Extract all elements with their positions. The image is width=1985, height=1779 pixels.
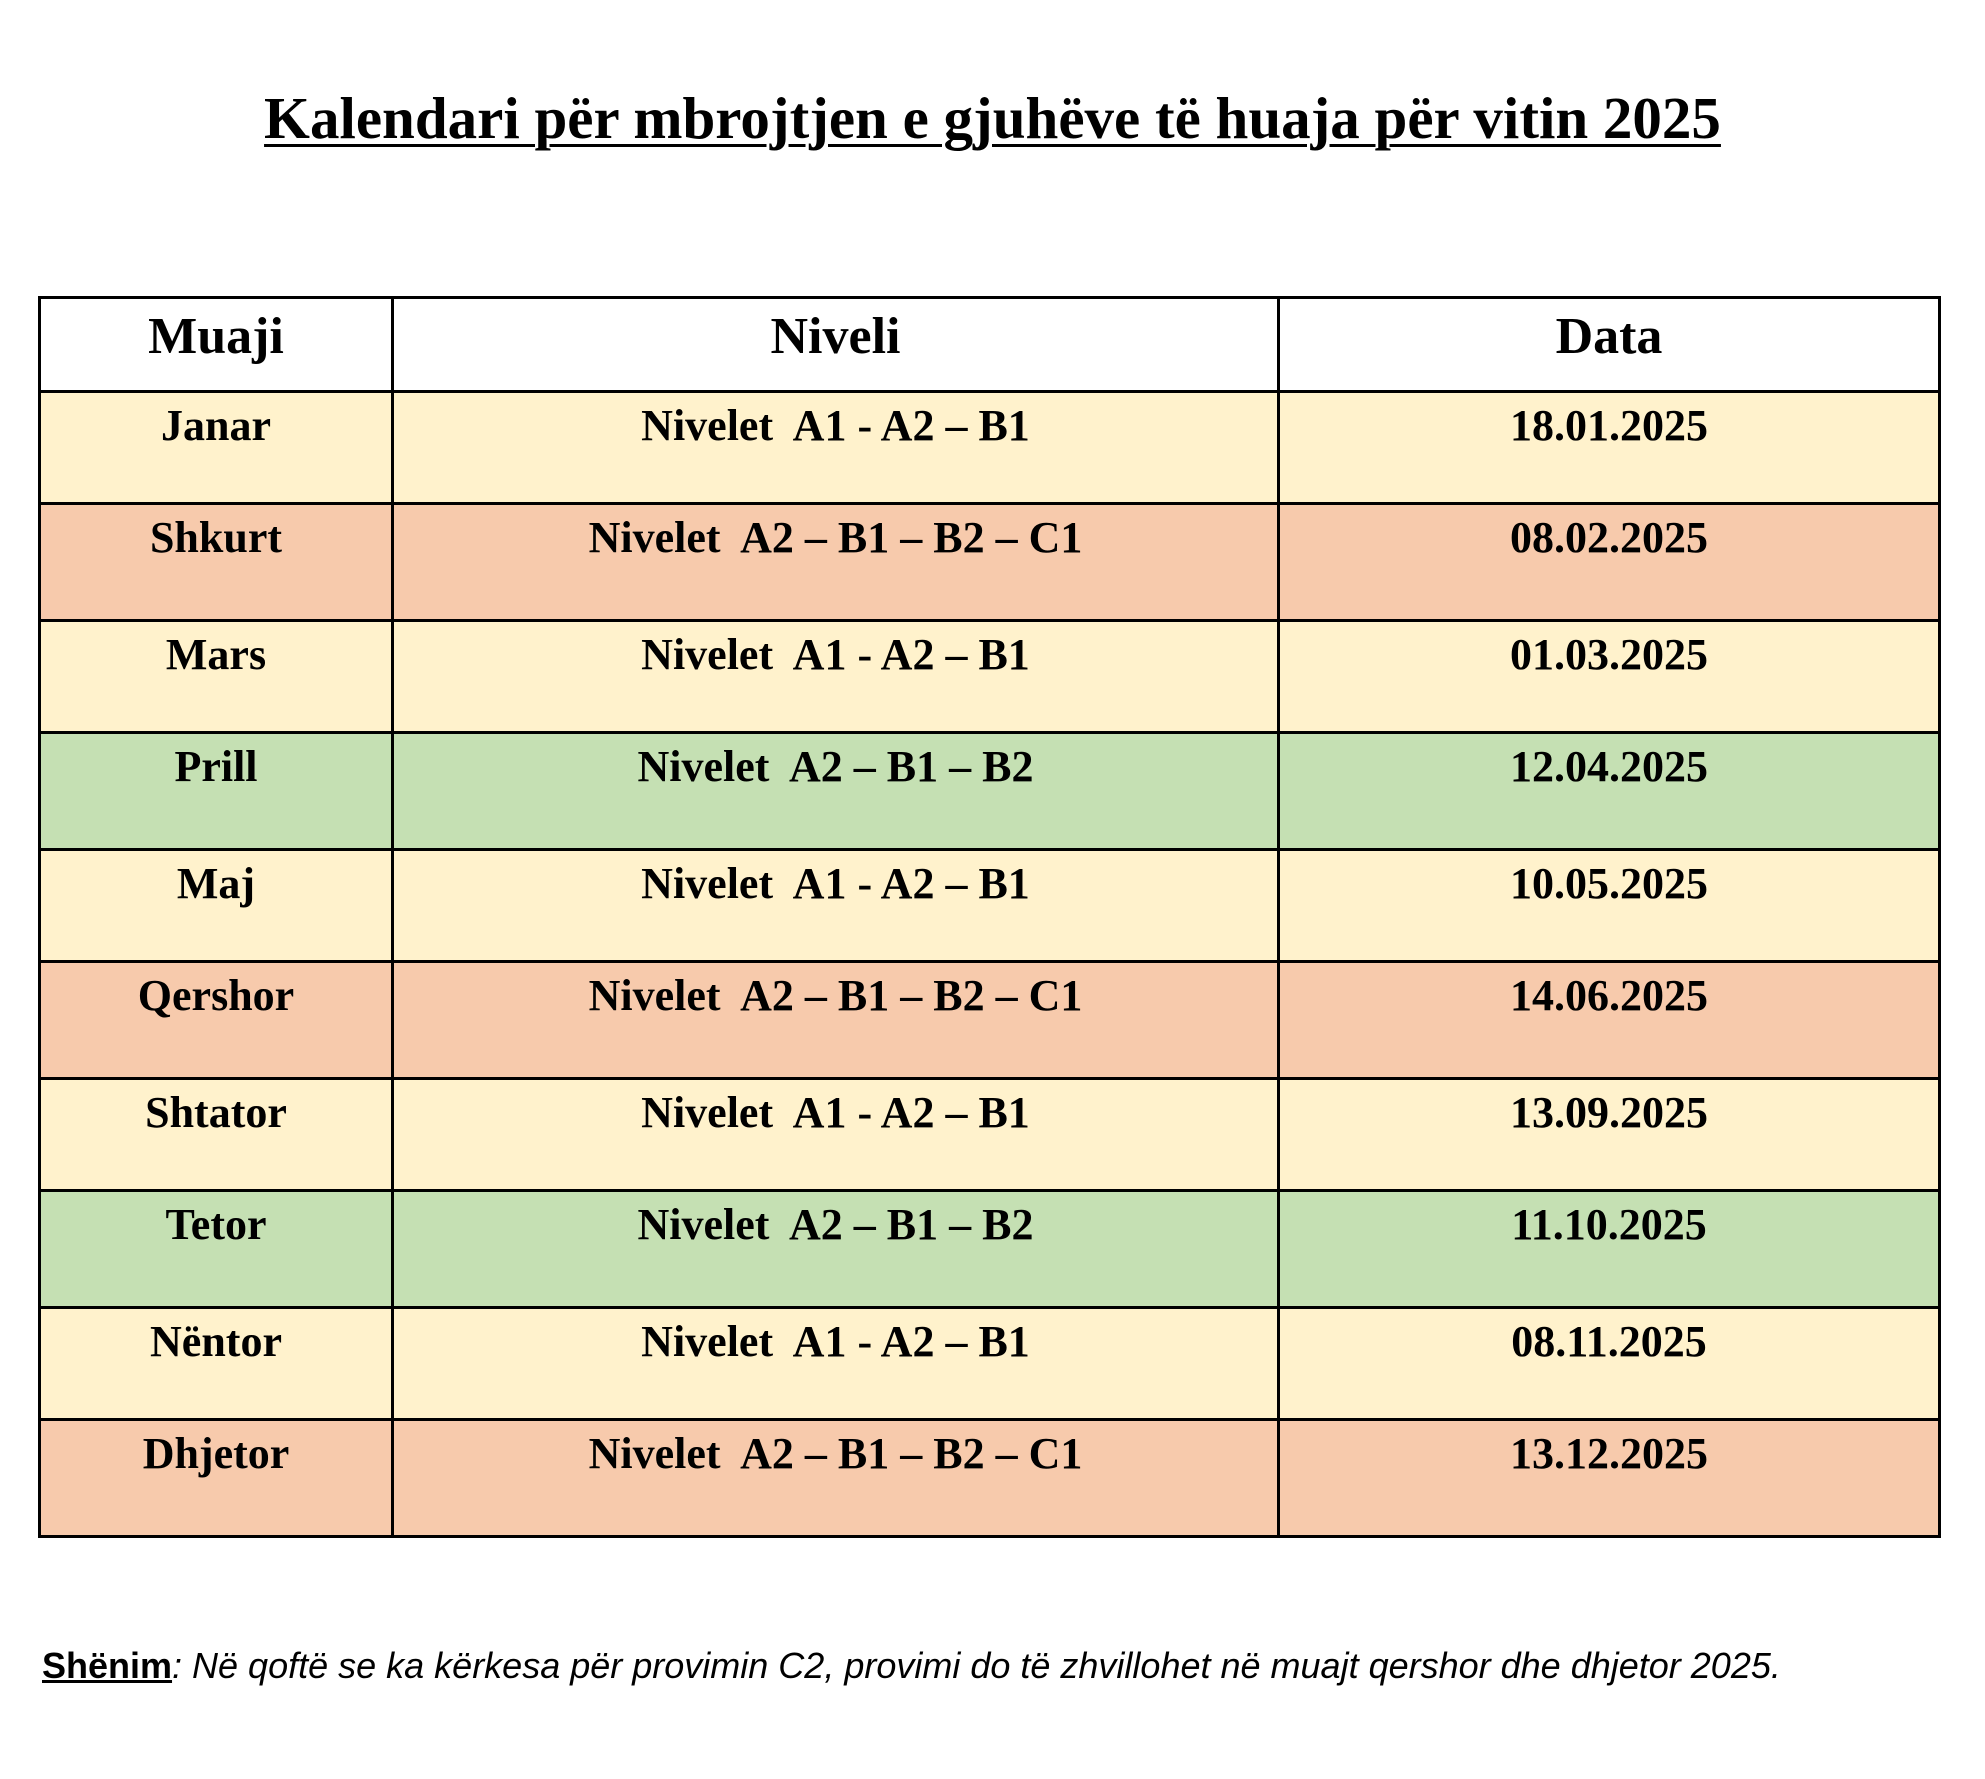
date-cell: 01.03.2025 bbox=[1279, 621, 1940, 733]
date-cell: 08.11.2025 bbox=[1279, 1308, 1940, 1420]
table-row bbox=[40, 850, 1940, 962]
header-month: Muaji bbox=[40, 298, 393, 392]
date-cell: 13.12.2025 bbox=[1279, 1420, 1940, 1537]
table-row bbox=[40, 621, 1940, 733]
table-row bbox=[40, 1308, 1940, 1420]
month-cell: Mars bbox=[40, 621, 393, 733]
month-cell: Qershor bbox=[40, 962, 393, 1079]
level-cell: Nivelet A2 – B1 – B2 – C1 bbox=[393, 1420, 1279, 1537]
level-cell: Nivelet A2 – B1 – B2 bbox=[393, 733, 1279, 850]
date-cell: 18.01.2025 bbox=[1279, 392, 1940, 504]
level-cell: Nivelet A1 - A2 – B1 bbox=[393, 850, 1279, 962]
month-cell: Nëntor bbox=[40, 1308, 393, 1420]
level-cell: Nivelet A1 - A2 – B1 bbox=[393, 392, 1279, 504]
month-cell: Prill bbox=[40, 733, 393, 850]
date-cell: 11.10.2025 bbox=[1279, 1191, 1940, 1308]
date-cell: 14.06.2025 bbox=[1279, 962, 1940, 1079]
date-cell: 10.05.2025 bbox=[1279, 850, 1940, 962]
month-cell: Tetor bbox=[40, 1191, 393, 1308]
month-cell: Dhjetor bbox=[40, 1420, 393, 1537]
month-cell: Shtator bbox=[40, 1079, 393, 1191]
table-row bbox=[40, 733, 1940, 850]
table-row bbox=[40, 504, 1940, 621]
level-cell: Nivelet A1 - A2 – B1 bbox=[393, 621, 1279, 733]
month-cell: Janar bbox=[40, 392, 393, 504]
footnote-label: Shënim bbox=[42, 1645, 173, 1686]
table-row bbox=[40, 1420, 1940, 1537]
date-cell: 13.09.2025 bbox=[1279, 1079, 1940, 1191]
level-cell: Nivelet A1 - A2 – B1 bbox=[393, 1308, 1279, 1420]
exam-calendar-table bbox=[38, 296, 1941, 1538]
month-cell: Maj bbox=[40, 850, 393, 962]
page-title: Kalendari për mbrojtjen e gjuhëve të huaja për vitin 2025 bbox=[264, 85, 1721, 151]
header-row bbox=[40, 298, 1940, 392]
table-body bbox=[40, 392, 1940, 1537]
table-row bbox=[40, 1191, 1940, 1308]
level-cell: Nivelet A2 – B1 – B2 – C1 bbox=[393, 962, 1279, 1079]
footnote-text: : Në qoftë se ka kërkesa për provimin C2, provimi do të zhvillohet në muajt qershor dhe dhjetor 2025. bbox=[172, 1645, 1781, 1686]
level-cell: Nivelet A2 – B1 – B2 – C1 bbox=[393, 504, 1279, 621]
footnote bbox=[42, 1635, 1922, 1697]
table-row bbox=[40, 962, 1940, 1079]
date-cell: 12.04.2025 bbox=[1279, 733, 1940, 850]
table-row bbox=[40, 1079, 1940, 1191]
table-row bbox=[40, 392, 1940, 504]
level-cell: Nivelet A2 – B1 – B2 bbox=[393, 1191, 1279, 1308]
table-header bbox=[40, 298, 1940, 392]
header-level: Niveli bbox=[393, 298, 1279, 392]
date-cell: 08.02.2025 bbox=[1279, 504, 1940, 621]
header-date: Data bbox=[1279, 298, 1940, 392]
month-cell: Shkurt bbox=[40, 504, 393, 621]
level-cell: Nivelet A1 - A2 – B1 bbox=[393, 1079, 1279, 1191]
